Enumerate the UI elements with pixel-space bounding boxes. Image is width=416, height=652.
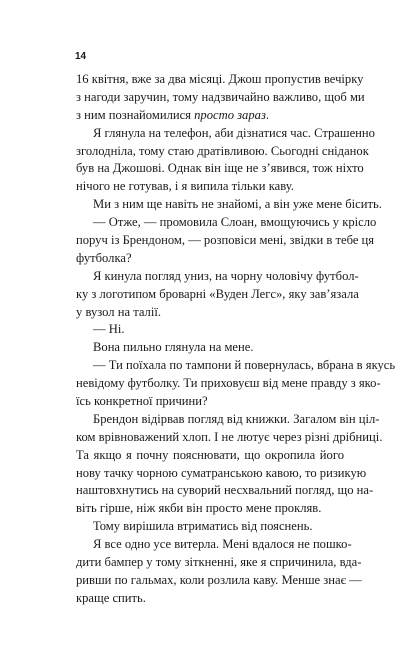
text-line: ком врівноважений хлоп. І не лютує через різні дрібниці. [76, 429, 383, 444]
text-line: Тому вирішила втриматись від пояснень. [93, 519, 313, 534]
text-line: наштовхнутись на суворий несхвальний погляд, що на- [76, 483, 374, 498]
text-line: ривши по гальмах, коли розлила каву. Менше знає — [76, 572, 362, 587]
text-line [76, 107, 344, 125]
text-line: Я кинула погляд униз, на чорну чоловічу футбол- [93, 268, 359, 283]
body-text [76, 71, 396, 608]
text-line: ку з логотипом броварні «Вуден Легс», яку зав’язала [76, 286, 359, 301]
page-number: 14 [75, 51, 87, 62]
text-line: був на Джошові. Однак він іще не з’явився, тож ніхто [76, 161, 364, 176]
text-fragment: . [265, 107, 270, 122]
text-fragment: з ним познайомилися [76, 107, 195, 122]
text-line: краще спить. [76, 590, 146, 605]
text-line: — Ні. [93, 322, 125, 337]
text-line: футболка? [76, 250, 132, 265]
italic-emphasis: просто зараз [194, 107, 266, 122]
text-line: нічого не готував, і я випила тільки каву. [76, 179, 294, 194]
text-line: дити бампер у тому зіткненні, яке я спричинила, вда- [76, 555, 362, 570]
text-line: віть гірше, ніж якби він просто мене прокляв. [76, 501, 322, 516]
text-line: — Отже, — промовила Слоан, вмощуючись у крісло [93, 215, 377, 230]
text-line: — Ти поїхала по тампони й повернулась, вбрана в якусь [93, 358, 396, 373]
text-line: Ми з ним ще навіть не знайомі, а він уже мене бісить. [93, 197, 382, 212]
text-line: Брендон відірвав погляд від книжки. Загалом він ціл- [93, 411, 380, 426]
text-line: нову тачку чорною суматранською кавою, то ризикую [76, 465, 367, 480]
text-line: зголодніла, тому стаю дратівливою. Сьогодні сніданок [76, 143, 369, 158]
text-line: з нагоди заручин, тому надзвичайно важливо, щоб ми [76, 89, 365, 104]
text-line: Та якщо я почну пояснювати, що окропила його [76, 447, 344, 462]
text-line: Вона пильно глянула на мене. [93, 340, 254, 355]
text-line: невідому футболку. Ти приховуєш від мене правду з яко- [76, 376, 381, 391]
text-line: Я все одно усе витерла. Мені вдалося не пошко- [93, 537, 352, 552]
text-line: їсь конкретної причини? [76, 394, 208, 409]
text-line: 16 квітня, вже за два місяці. Джош пропустив вечірку [76, 72, 364, 86]
text-line: у вузол на талії. [76, 304, 161, 319]
text-line: поруч із Брендоном, — розповіси мені, звідки в тебе ця [76, 233, 375, 248]
text-line: Я глянула на телефон, аби дізнатися час. Страшенно [93, 125, 375, 140]
